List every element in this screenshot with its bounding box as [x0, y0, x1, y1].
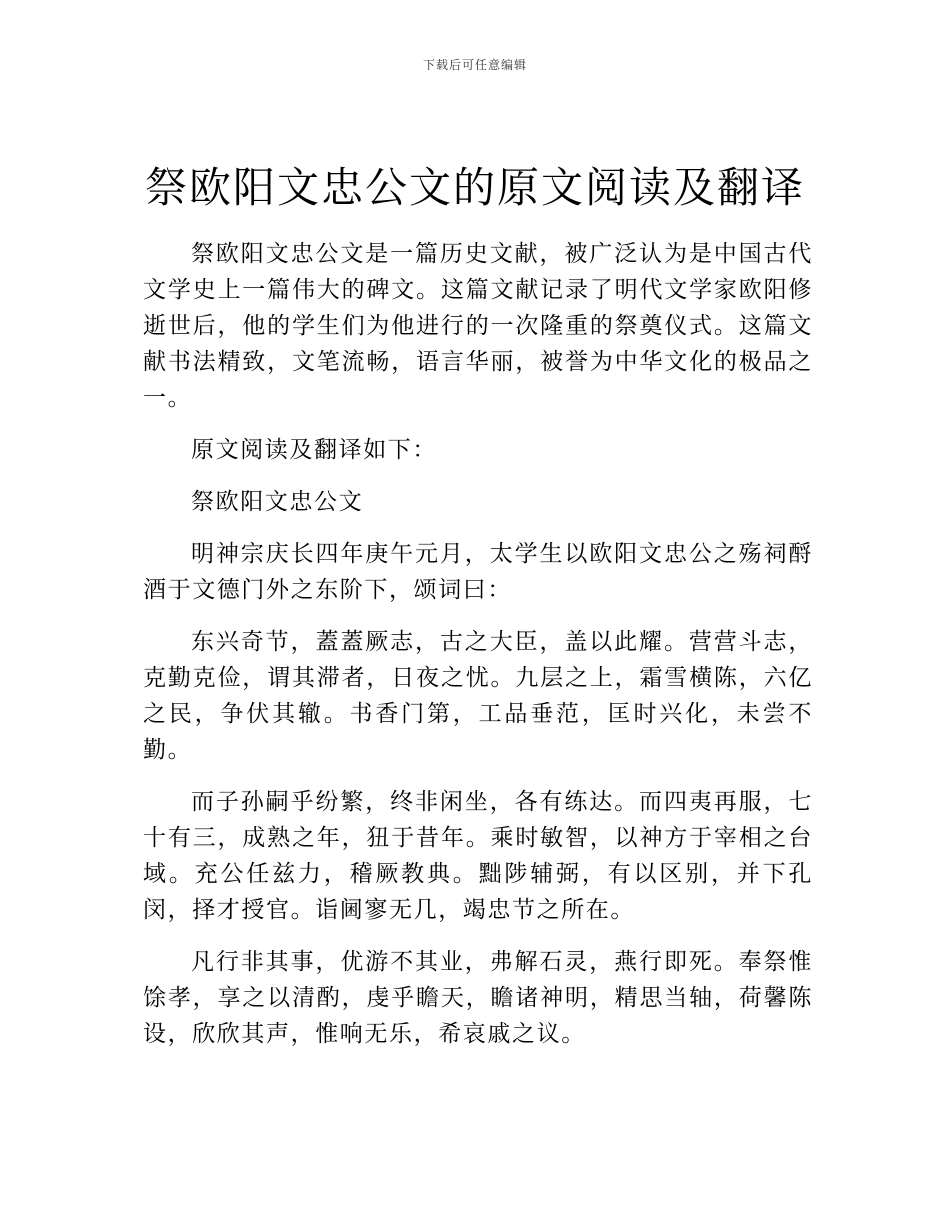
paragraph-eulogy-3: 凡行非其事，优游不其业，弗解石灵，燕行即死。奉祭惟馀孝，享之以清酌，虔乎瞻天，瞻诸神明，精思当轴，荷馨陈设，欣欣其声，惟响无乐，希哀戚之议。: [143, 949, 813, 1047]
page-header-note: 下载后可任意编辑: [422, 58, 527, 72]
paragraph-eulogy-2: 而子孙嗣乎纷繁，终非闲坐，各有练达。而四夷再服，七十有三，成熟之年，狃于昔年。乘时敏智，以神方于宰相之台域。充公任兹力，稽厥教典。黜陟辅弼，有以区别，并下孔闵，择才授官。诣阃寥无几，竭忠节之所在。: [143, 789, 813, 923]
paragraph-lead-in: 原文阅读及翻译如下：: [191, 437, 437, 463]
document-title: 祭欧阳文忠公文的原文阅读及翻译: [144, 163, 805, 212]
paragraph-intro: 祭欧阳文忠公文是一篇历史文献，被广泛认为是中国古代文学史上一篇伟大的碑文。这篇文献记录了明代文学家欧阳修逝世后，他的学生们为他进行的一次隆重的祭奠仪式。这篇文献书法精致，文笔流畅，语言华丽，被誉为中华文化的极品之一。: [143, 241, 813, 411]
paragraph-subtitle: 祭欧阳文忠公文: [191, 489, 364, 515]
document-body: [143, 236, 813, 1068]
paragraph-eulogy-1: 东兴奇节，蓋蓋厥志，古之大臣，盖以此耀。营营斗志，克勤克俭，谓其滞者，日夜之忧。九层之上，霜雪横陈，六亿之民，争伏其辙。书香门第，工品垂范，匡时兴化，未尝不勤。: [143, 629, 813, 763]
paragraph-date-line: 明神宗庆长四年庚午元月，太学生以欧阳文忠公之殇祠酹酒于文德门外之东阶下，颂词曰：: [143, 541, 813, 603]
